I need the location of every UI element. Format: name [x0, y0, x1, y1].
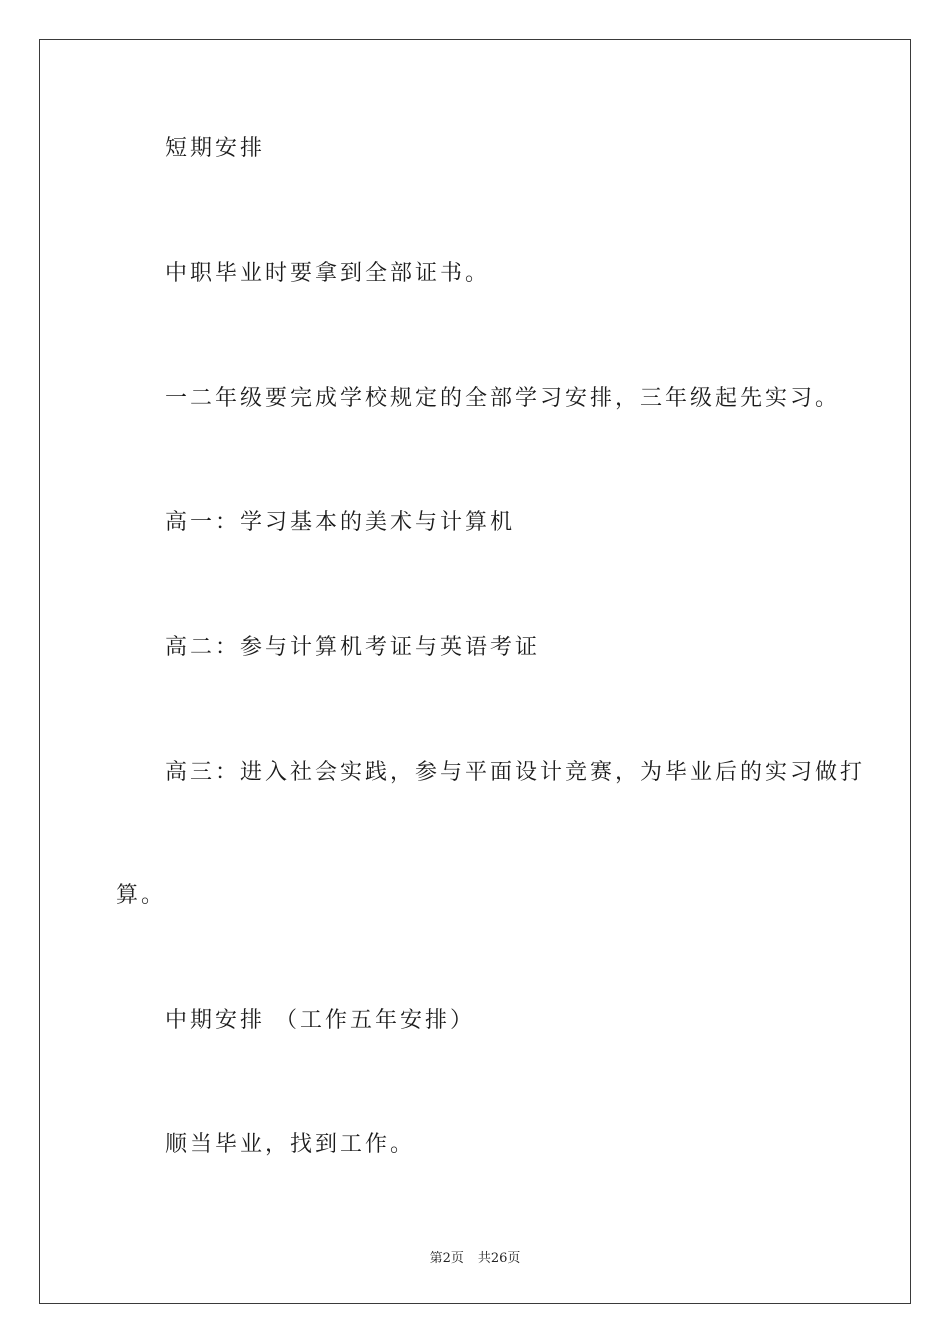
page-frame: [39, 39, 911, 1304]
paragraph: 顺当毕业，找到工作。: [165, 1132, 416, 1157]
paragraph: 高三：进入社会实践，参与平面设计竞赛，为毕业后的实习做打: [165, 760, 866, 785]
paragraph: 高一：学习基本的美术与计算机: [165, 510, 516, 535]
heading-mid-term: 中期安排 （工作五年安排）: [165, 1008, 475, 1033]
paragraph: 中职毕业时要拿到全部证书。: [165, 261, 491, 286]
heading-short-term: 短期安排: [165, 136, 266, 161]
page-total: 共26页: [477, 1251, 521, 1266]
page-number: 第2页: [429, 1251, 464, 1266]
page-footer: [0, 1247, 950, 1266]
paragraph: 一二年级要完成学校规定的全部学习安排，三年级起先实习。: [165, 386, 841, 411]
paragraph-continuation: 算。: [116, 883, 167, 908]
paragraph: 高二：参与计算机考证与英语考证: [165, 635, 541, 660]
